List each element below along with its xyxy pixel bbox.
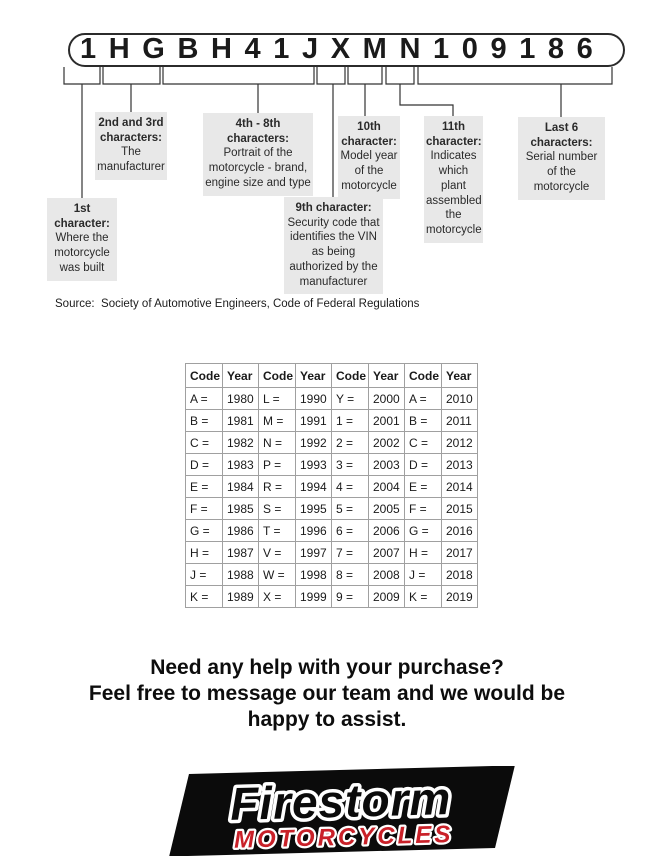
vin-character: 1: [432, 32, 450, 65]
table-header-cell: Code: [405, 364, 442, 388]
label-body: Portrait of the motorcycle - brand, engine size and type: [205, 147, 311, 189]
vin-character: 4: [244, 32, 261, 65]
table-cell: 1990: [296, 388, 332, 410]
table-row: [186, 432, 478, 454]
bracket-chars-2-3: [103, 67, 160, 84]
vin-character: G: [142, 32, 165, 65]
table-cell: G =: [186, 520, 223, 542]
table-cell: 2012: [442, 432, 478, 454]
label-box-char-11: [424, 116, 483, 243]
table-cell: 4 =: [332, 476, 369, 498]
label-box-chars-4-8: [203, 113, 313, 196]
label-body: Where the motorcycle was built: [54, 232, 110, 274]
bracket-char-11: [386, 67, 414, 84]
bracket-char-1: [64, 67, 100, 84]
bracket-char-10: [348, 67, 382, 84]
table-cell: R =: [259, 476, 296, 498]
table-cell: 3 =: [332, 454, 369, 476]
table-cell: 2011: [442, 410, 478, 432]
table-cell: N =: [259, 432, 296, 454]
table-header-cell: Year: [442, 364, 478, 388]
bracket-char-9: [317, 67, 345, 84]
label-title: 9th character:: [295, 202, 372, 214]
vin-character: B: [177, 32, 199, 65]
table-row: [186, 542, 478, 564]
table-cell: 1992: [296, 432, 332, 454]
table-row: [186, 586, 478, 608]
table-cell: 2017: [442, 542, 478, 564]
table-cell: W =: [259, 564, 296, 586]
help-line: happy to assist.: [247, 708, 407, 731]
label-title: Last 6 characters:: [530, 122, 593, 149]
vin-character: 0: [461, 32, 478, 65]
table-header-cell: Year: [296, 364, 332, 388]
table-cell: 1999: [296, 586, 332, 608]
table-cell: 1993: [296, 454, 332, 476]
table-cell: 1994: [296, 476, 332, 498]
table-cell: 9 =: [332, 586, 369, 608]
vin-character: X: [330, 32, 351, 65]
vin-character: 1: [519, 32, 536, 65]
table-cell: 2009: [369, 586, 405, 608]
table-cell: 2000: [369, 388, 405, 410]
firestorm-motorcycles-logo: [160, 766, 520, 856]
table-cell: F =: [186, 498, 223, 520]
label-box-char-1: [47, 198, 117, 281]
table-cell: K =: [186, 586, 223, 608]
label-title: 10th character:: [341, 121, 397, 148]
table-cell: 1981: [223, 410, 259, 432]
table-cell: H =: [186, 542, 223, 564]
table-cell: 1984: [223, 476, 259, 498]
table-cell: X =: [259, 586, 296, 608]
vin-character: M: [362, 32, 387, 65]
table-cell: 2005: [369, 498, 405, 520]
table-cell: G =: [405, 520, 442, 542]
table-cell: B =: [186, 410, 223, 432]
table-cell: 1983: [223, 454, 259, 476]
table-cell: D =: [405, 454, 442, 476]
table-cell: 1987: [223, 542, 259, 564]
table-header-cell: Year: [369, 364, 405, 388]
label-body: Serial number of the motorcycle: [525, 151, 598, 193]
table-cell: A =: [186, 388, 223, 410]
label-box-char-9: [284, 197, 383, 294]
table-cell: H =: [405, 542, 442, 564]
table-cell: 2018: [442, 564, 478, 586]
table-cell: K =: [405, 586, 442, 608]
vin-character: 8: [547, 32, 565, 65]
table-cell: D =: [186, 454, 223, 476]
source-citation: Source: Society of Automotive Engineers, Code of Federal Regulations: [55, 298, 420, 310]
label-title: 2nd and 3rd characters:: [98, 117, 164, 144]
table-cell: V =: [259, 542, 296, 564]
table-header-cell: Code: [186, 364, 223, 388]
table-cell: E =: [405, 476, 442, 498]
vin-character: N: [399, 32, 421, 65]
label-title: 11th character:: [426, 121, 482, 148]
table-cell: 2004: [369, 476, 405, 498]
table-cell: 2008: [369, 564, 405, 586]
table-cell: 1991: [296, 410, 332, 432]
table-cell: 2001: [369, 410, 405, 432]
table-cell: 2016: [442, 520, 478, 542]
table-cell: A =: [405, 388, 442, 410]
table-cell: 2010: [442, 388, 478, 410]
table-cell: 2013: [442, 454, 478, 476]
table-header-cell: Code: [332, 364, 369, 388]
table-row: [186, 498, 478, 520]
table-cell: 6 =: [332, 520, 369, 542]
vin-character: 1: [273, 32, 290, 65]
table-cell: T =: [259, 520, 296, 542]
table-cell: 2007: [369, 542, 405, 564]
label-body: Indicates which plant assembled the motorcycle: [426, 150, 482, 237]
table-cell: 1980: [223, 388, 259, 410]
table-cell: 1996: [296, 520, 332, 542]
table-cell: 1985: [223, 498, 259, 520]
vin-character: H: [210, 32, 232, 65]
table-cell: C =: [405, 432, 442, 454]
table-cell: F =: [405, 498, 442, 520]
table-row: [186, 476, 478, 498]
vin-character: J: [302, 32, 319, 65]
table-cell: 2015: [442, 498, 478, 520]
label-box-chars-2-3: [95, 112, 167, 180]
help-line: Feel free to message our team and we would be: [88, 682, 566, 705]
table-cell: E =: [186, 476, 223, 498]
vin-character: H: [108, 32, 130, 65]
bracket-chars-4-8: [163, 67, 314, 84]
table-cell: J =: [405, 564, 442, 586]
label-title: 1st character:: [54, 203, 110, 230]
table-cell: 2002: [369, 432, 405, 454]
stem-char-11: [400, 84, 453, 116]
table-header-cell: Year: [223, 364, 259, 388]
table-cell: 8 =: [332, 564, 369, 586]
table-cell: 2006: [369, 520, 405, 542]
label-body: Security code that identifies the VIN as being authorized by the manufacturer: [287, 216, 380, 288]
table-cell: 1998: [296, 564, 332, 586]
table-header-cell: Code: [259, 364, 296, 388]
label-body: Model year of the motorcycle: [340, 150, 398, 192]
vin-character: 1: [80, 32, 97, 65]
table-cell: 7 =: [332, 542, 369, 564]
table-cell: 1995: [296, 498, 332, 520]
label-box-last-6: [518, 117, 605, 200]
table-cell: 1988: [223, 564, 259, 586]
logo-secondary-text: MOTORCYCLES: [233, 821, 454, 854]
table-cell: Y =: [332, 388, 369, 410]
table-row: [186, 454, 478, 476]
help-message: [0, 655, 654, 733]
table-cell: B =: [405, 410, 442, 432]
table-cell: C =: [186, 432, 223, 454]
year-code-table: [185, 363, 478, 608]
bracket-last-6: [418, 67, 612, 84]
table-cell: 2 =: [332, 432, 369, 454]
label-body: The manufacturer: [97, 146, 165, 174]
table-cell: 1 =: [332, 410, 369, 432]
table-cell: P =: [259, 454, 296, 476]
label-title: 4th - 8th characters:: [226, 118, 289, 145]
table-cell: J =: [186, 564, 223, 586]
logo-primary-text: Firestorm: [229, 772, 452, 830]
table-cell: 2014: [442, 476, 478, 498]
table-cell: 1989: [223, 586, 259, 608]
table-cell: 2019: [442, 586, 478, 608]
table-cell: 1986: [223, 520, 259, 542]
table-row: [186, 564, 478, 586]
table-cell: 5 =: [332, 498, 369, 520]
table-row: [186, 520, 478, 542]
table-row: [186, 410, 478, 432]
table-cell: M =: [259, 410, 296, 432]
table-cell: 1997: [296, 542, 332, 564]
vin-character: 9: [490, 32, 507, 65]
table-row: [186, 388, 478, 410]
table-header-row: [186, 364, 478, 388]
help-line: Need any help with your purchase?: [150, 656, 504, 679]
table-cell: 2003: [369, 454, 405, 476]
table-cell: 1982: [223, 432, 259, 454]
vin-character: 6: [576, 32, 593, 65]
table-cell: L =: [259, 388, 296, 410]
table-cell: S =: [259, 498, 296, 520]
label-box-char-10: [338, 116, 400, 199]
